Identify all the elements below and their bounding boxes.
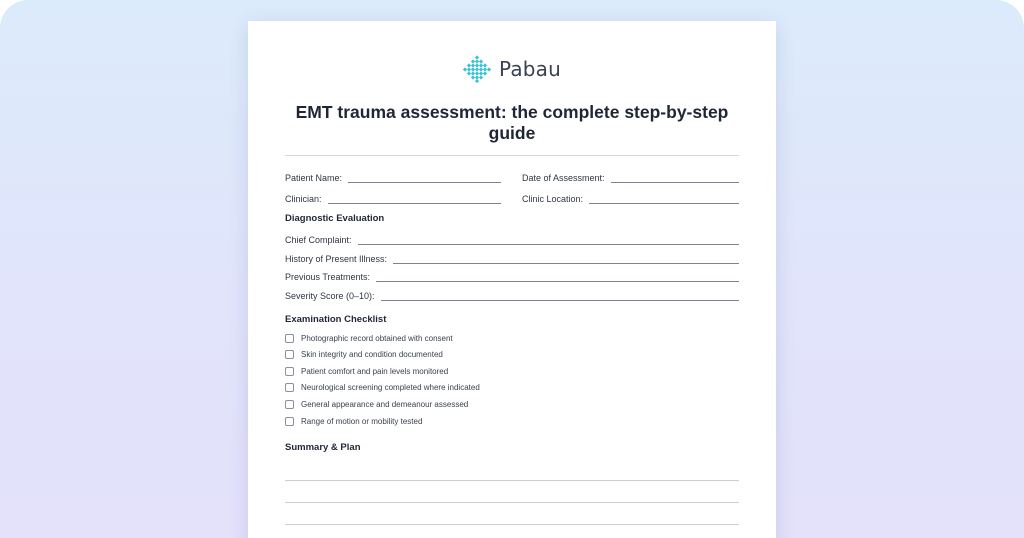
examination-checklist-heading: Examination Checklist: [285, 314, 387, 325]
checklist-item[interactable]: [285, 367, 448, 376]
clinic-location-label: Clinic Location:: [522, 194, 584, 204]
date-of-assessment-line[interactable]: [611, 173, 739, 183]
history-of-present-illness-label: History of Present Illness:: [285, 254, 388, 264]
checklist-item[interactable]: [285, 350, 443, 359]
title-divider: [285, 155, 739, 156]
summary-plan-heading: Summary & Plan: [285, 442, 361, 453]
pabau-logo-icon: [463, 55, 491, 83]
checkbox[interactable]: [285, 383, 294, 392]
patient-name-label: Patient Name:: [285, 173, 343, 183]
checkbox[interactable]: [285, 417, 294, 426]
patient-name-line[interactable]: [348, 173, 501, 183]
date-of-assessment-field[interactable]: [522, 171, 739, 183]
checkbox[interactable]: [285, 367, 294, 376]
checklist-item-label: General appearance and demeanour assessed: [301, 400, 469, 409]
previous-treatments-label: Previous Treatments:: [285, 272, 371, 282]
diagnostic-evaluation-heading: Diagnostic Evaluation: [285, 213, 385, 224]
checklist-item-label: Patient comfort and pain levels monitored: [301, 367, 449, 376]
severity-score-field[interactable]: [285, 289, 739, 301]
severity-score-line[interactable]: [381, 291, 739, 301]
severity-score-label: Severity Score (0–10):: [285, 291, 375, 301]
brand-header: [248, 55, 776, 83]
chief-complaint-field[interactable]: [285, 233, 739, 245]
checkbox[interactable]: [285, 350, 294, 359]
checklist-item[interactable]: [285, 400, 468, 409]
checklist-item[interactable]: [285, 383, 480, 392]
checklist-item-label: Skin integrity and condition documented: [301, 350, 443, 359]
checklist-item-label: Neurological screening completed where indicated: [301, 383, 480, 392]
date-of-assessment-label: Date of Assessment:: [522, 173, 605, 183]
previous-treatments-field[interactable]: [285, 270, 739, 282]
checklist-item[interactable]: [285, 334, 453, 343]
document-sheet: [248, 21, 776, 538]
history-of-present-illness-field[interactable]: [285, 252, 739, 264]
clinician-line[interactable]: [328, 194, 501, 204]
chief-complaint-line[interactable]: [358, 235, 739, 245]
clinician-field[interactable]: [285, 192, 501, 204]
checklist-item-label: Range of motion or mobility tested: [301, 417, 423, 426]
clinic-location-field[interactable]: [522, 192, 739, 204]
brand-name: Pabau: [498, 57, 562, 81]
clinician-label: Clinician:: [285, 194, 322, 204]
summary-writing-line[interactable]: [285, 524, 739, 525]
patient-name-field[interactable]: [285, 171, 501, 183]
checkbox[interactable]: [285, 400, 294, 409]
checklist-item-label: Photographic record obtained with consent: [301, 334, 453, 343]
summary-writing-line[interactable]: [285, 502, 739, 503]
document-title: EMT trauma assessment: the complete step-by-step guide: [295, 102, 729, 143]
summary-writing-line[interactable]: [285, 480, 739, 481]
clinic-location-line[interactable]: [589, 194, 739, 204]
history-of-present-illness-line[interactable]: [393, 254, 739, 264]
chief-complaint-label: Chief Complaint:: [285, 235, 352, 245]
checkbox[interactable]: [285, 334, 294, 343]
previous-treatments-line[interactable]: [376, 272, 739, 282]
checklist-item[interactable]: [285, 417, 422, 426]
